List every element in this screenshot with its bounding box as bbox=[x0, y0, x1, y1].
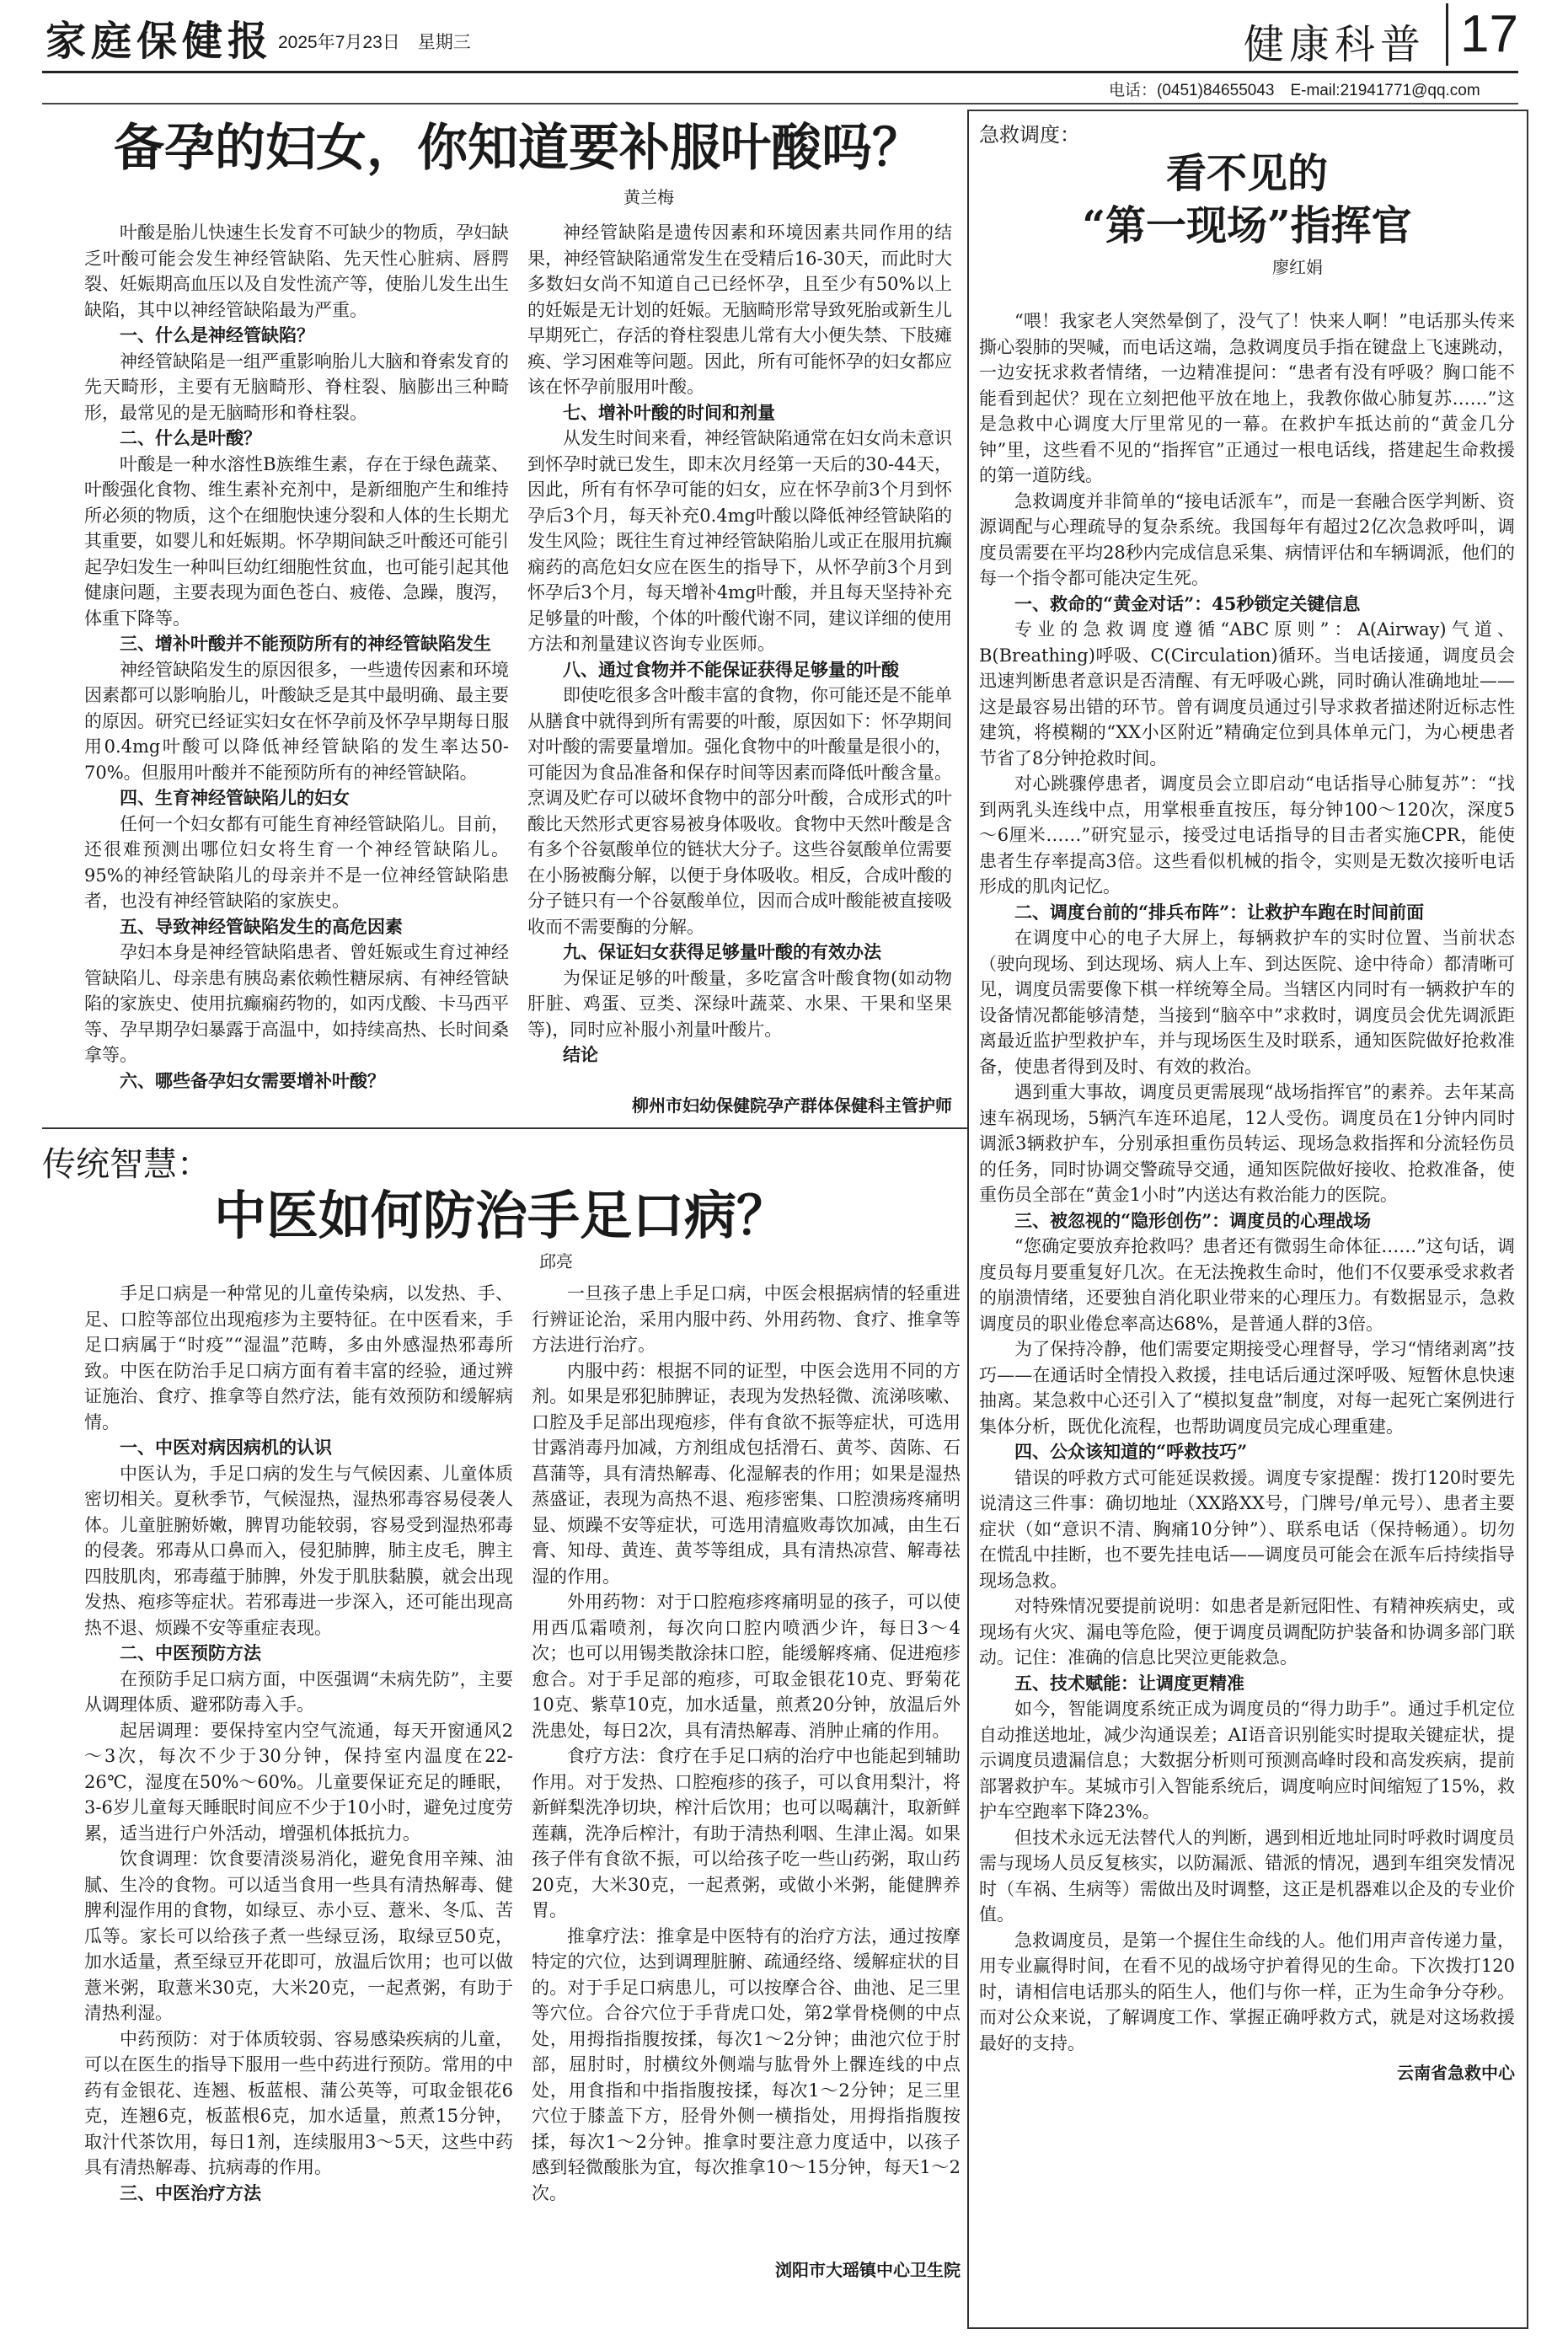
paragraph: 内服中药：根据不同的证型，中医会选用不同的方剂。如果是邪犯肺脾证，表现为发热轻微、流涕咳嗽、口腔及手足部出现疱疹，伴有食欲不振等症状，可选用甘露消毒丹加减，方剂组成包括滑石、黄芩、茵陈、石菖蒲等，具有清热解毒、化湿解表的作用；如果是湿热蒸盛证，表现为高热不退、疱疹密集、口腔溃疡疼痛明显、烦躁不安等症状，可选用清瘟败毒饮加减，由生石膏、知母、黄连、黄芩等组成，具有清热凉营、解毒祛湿的作用。 bbox=[532, 1360, 961, 1587]
article-body bbox=[979, 308, 1515, 2056]
section-heading: 八、通过食物并不能保证获得足够量的叶酸 bbox=[563, 658, 899, 680]
section-heading: 二、调度台前的“排兵布阵”：让救护车跑在时间前面 bbox=[1014, 901, 1425, 923]
paragraph: 遇到重大事故，调度员更需展现“战场指挥官”的素养。去年某高速车祸现场，5辆汽车连环追尾，12人受伤。调度员在1分钟内同时调派3辆救护车，分别承担重伤员转运、现场急救指挥和分流轻伤员的任务，同时协调交警疏导交通，通知医院做好接收、抢救准备，使重伤员全部在“黄金1小时”内送达有救治能力的医院。 bbox=[979, 1082, 1515, 1205]
article-author: 廖红娟 bbox=[1272, 257, 1323, 277]
paragraph: 推拿疗法：推拿是中医特有的治疗方法，通过按摩特定的穴位，达到调理脏腑、疏通经络、缓解症状的目的。对于手足口病患儿，可以按摩合谷、曲池、足三里等穴位。合谷穴位于手背虎口处，第2掌骨桡侧的中点处，用拇指指腹按揉，每次1～2分钟；曲池穴位于肘部，屈肘时，肘横纹外侧端与肱骨外上髁连线的中点处，用食指和中指指腹按揉，每次1～2分钟；足三里穴位于膝盖下方，胫骨外侧一横指处，用拇指指腹按揉，每次1～2分钟。推拿时要注意力度适中，以孩子感到轻微酸胀为宜，每次推拿10～15分钟，每天1～2次。 bbox=[532, 1925, 961, 2203]
article-ems-dispatch bbox=[979, 118, 1515, 2317]
paragraph: 外用药物：对于口腔疱疹疼痛明显的孩子，可以使用西瓜霜喷剂，每次向口腔内喷洒少许，每日3～4次；也可以用锡类散涂抹口腔，能缓解疼痛、促进疱疹愈合。对于手足部的疱疹，可取金银花10克、野菊花10克、紫草10克，加水适量，煎煮20分钟，放温后外洗患处，每日2次，具有清热解毒、消肿止痛的作用。 bbox=[532, 1592, 961, 1741]
paragraph: “喂！我家老人突然晕倒了，没气了！快来人啊！”电话那头传来撕心裂肺的哭喊，而电话这端，急救调度员手指在键盘上飞速跳动，一边安抚求救者情绪，一边精准提问：“患者有没有呼吸？胸口能不能看到起伏？现在立刻把他平放在地上，我教你做心肺复苏……”这是急救中心调度大厅里常见的一幕。在救护车抵达前的“黄金几分钟”里，这些看不见的“指挥官”正通过一根电话线，搭建起生命救援的第一道防线。 bbox=[979, 311, 1515, 485]
section-heading: 三、增补叶酸并不能预防所有的神经管缺陷发生 bbox=[120, 633, 491, 654]
paragraph: 神经管缺陷是一组严重影响胎儿大脑和脊索发育的先天畸形，主要有无脑畸形、脊柱裂、脑膨出三种畸形，最常见的是无脑畸形和脊柱裂。 bbox=[84, 351, 509, 423]
paragraph: 如今，智能调度系统正成为调度员的“得力助手”。通过手机定位自动推送地址，减少沟通误差；AI语音识别能实时提取关键症状，提示调度员遗漏信息；大数据分析则可预测高峰时段和高发疾病，提前部署救护车。某城市引入智能系统后，调度响应时间缩短了15%，救护车空跑率下降23%。 bbox=[979, 1699, 1515, 1822]
section-heading: 一、中医对病因病机的认识 bbox=[120, 1437, 332, 1458]
paragraph: 神经管缺陷发生的原因很多，一些遗传因素和环境因素都可以影响胎儿，叶酸缺乏是其中最明确、最主要的原因。研究已经证实妇女在怀孕前及怀孕早期每日服用0.4mg叶酸可以降低神经管缺陷的发生率达50-70%。但服用叶酸并不能预防所有的神经管缺陷。 bbox=[84, 659, 509, 783]
article-author: 邱亮 bbox=[539, 1251, 573, 1272]
article-affiliation: 云南省急救中心 bbox=[1397, 2063, 1515, 2083]
paragraph: 在预防手足口病方面，中医强调“未病先防”，主要从调理体质、避邪防毒入手。 bbox=[84, 1668, 513, 1715]
paragraph: 手足口病是一种常见的儿童传染病，以发热、手、足、口腔等部位出现疱疹为主要特征。在中医看来，手足口病属于“时疫”“湿温”范畴，多由外感湿热邪毒所致。中医在防治手足口病方面有着丰富的经验，通过辨证施治、食疗、推拿等自然疗法，能有效预防和缓解病情。 bbox=[84, 1283, 513, 1432]
paragraph: 任何一个妇女都有可能生育神经管缺陷儿。目前，还很难预测出哪位妇女将生育一个神经管缺陷儿。95%的神经管缺陷儿的母亲并不是一位神经管缺陷患者，也没有神经管缺陷的家族史。 bbox=[84, 813, 509, 911]
paragraph: 为保证足够的叶酸量，多吃富含叶酸食物(如动物肝脏、鸡蛋、豆类、深绿叶蔬菜、水果、干果和坚果等)，同时应补服小剂量叶酸片。 bbox=[527, 967, 952, 1040]
masthead bbox=[0, 0, 1568, 81]
paragraph: 中药预防：对于体质较弱、容易感染疾病的儿童，可以在医生的指导下服用一些中药进行预防。常用的中药有金银花、连翘、板蓝根、蒲公英等，可取金银花6克，连翘6克，板蓝根6克，加水适量，煎煮15分钟，取汁代茶饮用，每日1剂，连续服用3～5天，这些中药具有清热解毒、抗病毒的作用。 bbox=[84, 2028, 513, 2177]
paragraph: 对特殊情况要提前说明：如患者是新冠阳性、有精神疾病史，或现场有火灾、漏电等危险，便于调度员调配防护装备和协调多部门联动。记住：准确的信息比哭泣更能救急。 bbox=[979, 1596, 1515, 1668]
masthead-rule-lower bbox=[42, 103, 1518, 104]
paragraph: 叶酸是胎儿快速生长发育不可缺少的物质，孕妇缺乏叶酸可能会发生神经管缺陷、先天性心脏病、唇腭裂、妊娠期高血压以及自发性流产等，使胎儿发生出生缺陷，其中以神经管缺陷最为严重。 bbox=[84, 222, 509, 320]
paragraph: 专业的急救调度遵循“ABC原则”：A(Airway)气道、B(Breathing)呼吸、C(Circulation)循环。当电话接通，调度员会迅速判断患者意识是否清醒、有无呼吸心跳，同时确认准确地址——这是最容易出错的环节。曾有调度员通过引导求救者描述附近标志性建筑，将模糊的“XX小区附近”精确定位到具体单元门，为心梗患者节省了8分钟抢救时间。 bbox=[979, 619, 1515, 768]
section-heading: 五、导致神经管缺陷发生的高危因素 bbox=[120, 915, 403, 937]
section-heading: 五、技术赋能：让调度更精准 bbox=[1014, 1672, 1244, 1694]
article-hfmd-tcm bbox=[42, 1138, 961, 2317]
paragraph: 急救调度员，是第一个握住生命线的人。他们用声音传递力量，用专业赢得时间，在看不见的战场守护着得见的生命。下次拨打120时，请相信电话那头的陌生人，他们与你一样，正为生命争分夺秒。而对公众来说，了解调度工作、掌握正确呼救方式，就是对这场救援最好的支持。 bbox=[979, 1930, 1515, 2053]
paper-name: 家庭保健报 bbox=[45, 18, 274, 65]
contact-line: 电话：(0451)84655043 E-mail:21941771@qq.com bbox=[1109, 82, 1480, 99]
section-heading: 九、保证妇女获得足够量叶酸的有效办法 bbox=[563, 941, 881, 962]
paragraph: 叶酸是一种水溶性B族维生素，存在于绿色蔬菜、叶酸强化食物、维生素补充剂中，是新细胞产生和维持所必须的物质，这个在细胞快速分裂和人体的生长期尤其重要，如婴儿和妊娠期。怀孕期间缺乏叶酸还可能引起孕妇发生一种叫巨幼红细胞性贫血，也可能引起其他健康问题，主要表现为面色苍白、疲倦、急躁，腹泻，体重下降等。 bbox=[84, 453, 509, 629]
section-heading: 七、增补叶酸的时间和剂量 bbox=[563, 401, 775, 423]
paragraph: 错误的呼救方式可能延误救援。调度专家提醒：拨打120时要先说清这三件事：确切地址（XX路XX号，门牌号/单元号）、患者主要症状（如“意识不清、胸痛10分钟”）、联系电话（保持畅通）。切勿在慌乱中挂断，也不要先挂电话——调度员可能会在派车后持续指导现场急救。 bbox=[979, 1467, 1515, 1591]
article-headline-line2: “第一现场”指挥官 bbox=[1082, 202, 1412, 249]
masthead-rule bbox=[42, 71, 1518, 73]
paragraph: 在调度中心的电子大屏上，每辆救护车的实时位置、当前状态（驶向现场、到达现场、病人上车、到达医院、途中待命）都清晰可见，调度员需要像下棋一样统筹全局。当辖区内同时有一辆救护车的设备情况都能够清楚，当接到“脑卒中”求救时，调度员会优先调派距离最近监护型救护车，并与现场医生及时联系，通知医院做好抢救准备，使患者得到及时、有效的救治。 bbox=[979, 928, 1515, 1077]
paragraph: 即使吃很多含叶酸丰富的食物，你可能还是不能单从膳食中就得到所有需要的叶酸，原因如下：怀孕期间对叶酸的需要量增加。强化食物中的叶酸量是很小的，可能因为食品准备和保存时间等因素而降低叶酸含量。烹调及贮存可以破坏食物中的部分叶酸，合成形式的叶酸比天然形式更容易被身体吸收。食物中天然叶酸是含有多个谷氨酸单位的链状大分子。这些谷氨酸单位需要在小肠被酶分解，以便于身体吸收。相反，合成叶酸的分子链只有一个谷氨酸单位，因而合成叶酸能被直接吸收而不需要酶的分解。 bbox=[527, 685, 952, 937]
paragraph: 食疗方法：食疗在手足口病的治疗中也能起到辅助作用。对于发热、口腔疱疹的孩子，可以食用梨汁，将新鲜梨洗净切块，榨汁后饮用；也可以喝藕汁，取新鲜莲藕，洗净后榨汁，有助于清热利咽、生津止渴。如果孩子伴有食欲不振，可以给孩子吃一些山药粥，取山药20克，大米30克，一起煮粥，或做小米粥，能健脾养胃。 bbox=[532, 1746, 961, 1920]
section-heading: 二、中医预防方法 bbox=[120, 1642, 261, 1663]
article-kicker: 急救调度： bbox=[979, 123, 1080, 147]
article-affiliation: 浏阳市大瑶镇中心卫生院 bbox=[775, 2260, 961, 2280]
section-heading: 三、被忽视的“隐形创伤”：调度员的心理战场 bbox=[1014, 1209, 1372, 1231]
section-heading: 一、救命的“黄金对话”：45秒锁定关键信息 bbox=[1014, 592, 1361, 614]
paragraph: 起居调理：要保持室内空气流通，每天开窗通风2～3次，每次不少于30分钟，保持室内温度在22-26℃，湿度在50%～60%。儿童要保证充足的睡眠，3-6岁儿童每天睡眠时间应不少于10小时，避免过度劳累，适当进行户外活动，增强机体抵抗力。 bbox=[84, 1720, 513, 1844]
article-affiliation: 柳州市妇幼保健院孕产群体保健科主管护师 bbox=[632, 1095, 952, 1116]
article-headline: 备孕的妇女，你知道要补服叶酸吗？ bbox=[114, 119, 923, 178]
section-heading: 一、什么是神经管缺陷？ bbox=[120, 324, 314, 345]
paragraph: 急救调度并非简单的“接电话派车”，而是一套融合医学判断、资源调配与心理疏导的复杂系统。我国每年有超过2亿次急救呼叫，调度员需要在平均28秒内完成信息采集、病情评估和车辆调派，他们的每一个指令都可能决定生死。 bbox=[979, 490, 1515, 588]
paragraph: 孕妇本身是神经管缺陷患者、曾妊娠或生育过神经管缺陷儿、母亲患有胰岛素依赖性糖尿病、有神经管缺陷的家族史、使用抗癫痫药物的，如丙戊酸、卡马西平等、孕早期孕妇暴露于高温中，如持续高热、长时间桑拿等。 bbox=[84, 942, 509, 1065]
article-body bbox=[42, 1281, 961, 2250]
paragraph: 中医认为，手足口病的发生与气候因素、儿童体质密切相关。夏秋季节，气候湿热，湿热邪毒容易侵袭人体。儿童脏腑娇嫩，脾胃功能较弱，容易受到湿热邪毒的侵袭。邪毒从口鼻而入，侵犯肺脾，肺主皮毛，脾主四肢肌肉，邪毒蕴于肺脾，外发于肌肤黏膜，就会出现发热、疱疹等症状。若邪毒进一步深入，还可能出现高热不退、烦躁不安等重症表现。 bbox=[84, 1463, 513, 1638]
issue-date: 2025年7月23日 星期三 bbox=[278, 33, 471, 52]
section-heading: 四、公众该知道的“呼救技巧” bbox=[1014, 1441, 1248, 1462]
article-kicker: 传统智慧： bbox=[42, 1145, 211, 1184]
page-number: 17 bbox=[1446, 3, 1518, 66]
paragraph: 但技术永远无法替代人的判断，遇到相近地址同时呼救时调度员需与现场人员反复核实，以防漏派、错派的情况，遇到车组突发情况时（车祸、生病等）需做出及时调整，这正是机器难以企及的专业价值。 bbox=[979, 1827, 1515, 1925]
section-heading: 六、哪些备孕妇女需要增补叶酸？ bbox=[120, 1069, 385, 1091]
article-headline-line1: 看不见的 bbox=[1165, 150, 1328, 197]
paragraph: “您确定要放弃抢救吗？患者还有微弱生命体征……”这句话，调度员每月要重复好几次。在无法挽救生命时，他们不仅要承受求救者的崩溃情绪，还要独自消化职业带来的心理压力。有数据显示，急救调度员的职业倦怠率高达68%，是普通人群的3倍。 bbox=[979, 1236, 1515, 1334]
section-title: 健康科普 bbox=[1244, 21, 1426, 68]
article-folic-acid bbox=[84, 115, 952, 1109]
paragraph: 为了保持冷静，他们需要定期接受心理督导，学习“情绪剥离”技巧——在通话时全情投入救援，挂电话后通过深呼吸、短暂休息快速抽离。某急救中心还引入了“模拟复盘”制度，对每一起死亡案例进行集体分析，既优化流程，也帮助调度员完成心理重建。 bbox=[979, 1339, 1515, 1437]
section-heading: 三、中医治疗方法 bbox=[120, 2182, 261, 2203]
paragraph: 对心跳骤停患者，调度员会立即启动“电话指导心肺复苏”：“找到两乳头连线中点，用掌根垂直按压，每分钟100～120次，深度5～6厘米……”研究显示，接受过电话指导的目击者实施CPR，能使患者生存率提高3倍。这些看似机械的指令，实则是无数次接听电话形成的肌肉记忆。 bbox=[979, 774, 1515, 897]
article-body bbox=[84, 220, 952, 1096]
section-divider bbox=[42, 1127, 969, 1129]
section-heading: 结论 bbox=[563, 1044, 598, 1065]
article-headline: 中医如何防治手足口病？ bbox=[213, 1185, 789, 1246]
paragraph: 从发生时间来看，神经管缺陷通常在妇女尚未意识到怀孕时就已发生，即末次月经第一天后的30-44天，因此，所有有怀孕可能的妇女，应在怀孕前3个月到怀孕后3个月，每天补充0.4mg叶酸以降低神经管缺陷的发生风险；既往生育过神经管缺陷胎儿或正在服用抗癫痫药的高危妇女应在医生的指导下，从怀孕前3个月到怀孕后3个月，每天增补4mg叶酸，并且每天坚持补充足够量的叶酸，个体的叶酸代谢不同，建议详细的使用方法和剂量建议咨询专业医师。 bbox=[527, 428, 952, 654]
paragraph: 一旦孩子患上手足口病，中医会根据病情的轻重进行辨证论治，采用内服中药、外用药物、食疗、推拿等方法进行治疗。 bbox=[532, 1283, 961, 1355]
section-heading: 二、什么是叶酸？ bbox=[120, 427, 261, 448]
article-author: 黄兰梅 bbox=[623, 187, 674, 207]
paragraph: 神经管缺陷是遗传因素和环境因素共同作用的结果，神经管缺陷通常发生在受精后16-30天，而此时大多数妇女尚不知道自己已经怀孕，且至少有50%以上的妊娠是无计划的妊娠。无脑畸形常导致死胎或新生儿早期死亡，存活的脊柱裂患儿常有大小便失禁、下肢瘫痪、学习困难等问题。因此，所有可能怀孕的妇女都应该在怀孕前服用叶酸。 bbox=[527, 222, 952, 397]
section-heading: 四、生育神经管缺陷儿的妇女 bbox=[120, 787, 350, 808]
paragraph: 饮食调理：饮食要清淡易消化，避免食用辛辣、油腻、生冷的食物。可以适当食用一些具有清热解毒、健脾利湿作用的食物，如绿豆、赤小豆、薏米、冬瓜、苦瓜等。家长可以给孩子煮一些绿豆汤，取绿豆50克，加水适量，煮至绿豆开花即可，放温后饮用；也可以做薏米粥，取薏米30克，大米20克，一起煮粥，有助于清热利湿。 bbox=[84, 1849, 513, 2023]
